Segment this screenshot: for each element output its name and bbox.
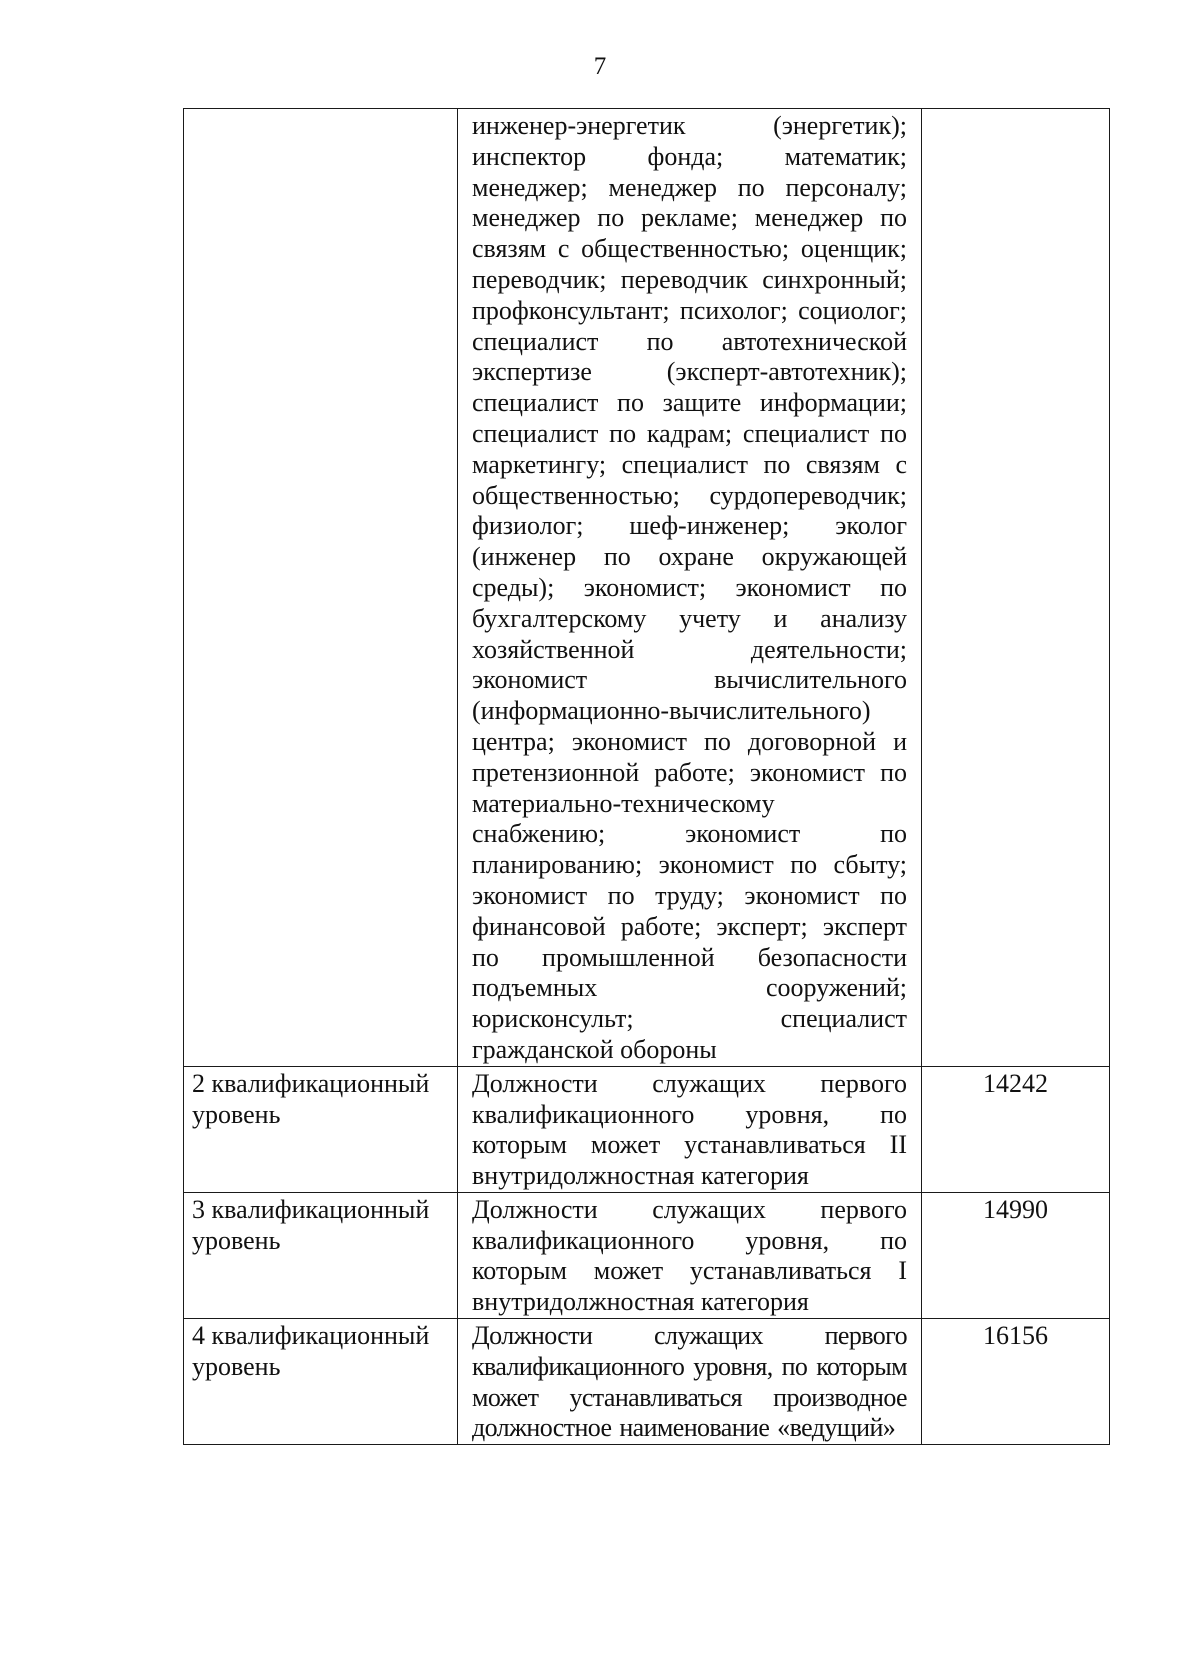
table-row — [184, 1192, 1110, 1318]
salary-cell: 14990 — [922, 1192, 1110, 1318]
position-description-cell: Должности служащих первого квалификационного уровня, по которым может устанавливаться II внутридолжностная категория — [458, 1066, 922, 1192]
page-number: 7 — [593, 53, 607, 80]
level-cell: 4 квалификационный уровень — [184, 1319, 458, 1445]
qualification-table — [183, 108, 1110, 1445]
table-row — [184, 1319, 1110, 1445]
salary-cell — [922, 109, 1110, 1067]
table-row — [184, 109, 1110, 1067]
level-cell: 2 квалификационный уровень — [184, 1066, 458, 1192]
salary-cell: 14242 — [922, 1066, 1110, 1192]
table-row — [184, 1066, 1110, 1192]
position-list-cell: инженер-энергетик (энергетик); инспектор фонда; математик; менеджер; менеджер по персоналу; менеджер по рекламе; менеджер по связям с общественностью; оценщик; переводчик; переводчик синхронный; профконсультант; психолог; социолог; специалист по автотехнической экспертизе (эксперт-автотехник); специалист по защите информации; специалист по кадрам; специалист по маркетингу; специалист по связям с общественностью; сурдопереводчик; физиолог; шеф-инженер; эколог (инженер по охране окружающей среды); экономист; экономист по бухгалтерскому учету и анализу хозяйственной деятельности; экономист вычислительного (информационно-вычислительного) центра; экономист по договорной и претензионной работе; экономист по материально-техническому снабжению; экономист по планированию; экономист по сбыту; экономист по труду; экономист по финансовой работе; эксперт; эксперт по промышленной безопасности подъемных сооружений; юрисконсульт; специалист гражданской обороны — [458, 109, 922, 1067]
level-cell — [184, 109, 458, 1067]
salary-cell: 16156 — [922, 1319, 1110, 1445]
position-description-cell: Должности служащих первого квалификационного уровня, по которым может устанавливаться производное должностное наименование «ведущий» — [458, 1319, 922, 1445]
level-cell: 3 квалификационный уровень — [184, 1192, 458, 1318]
position-description-cell: Должности служащих первого квалификационного уровня, по которым может устанавливаться I внутридолжностная категория — [458, 1192, 922, 1318]
